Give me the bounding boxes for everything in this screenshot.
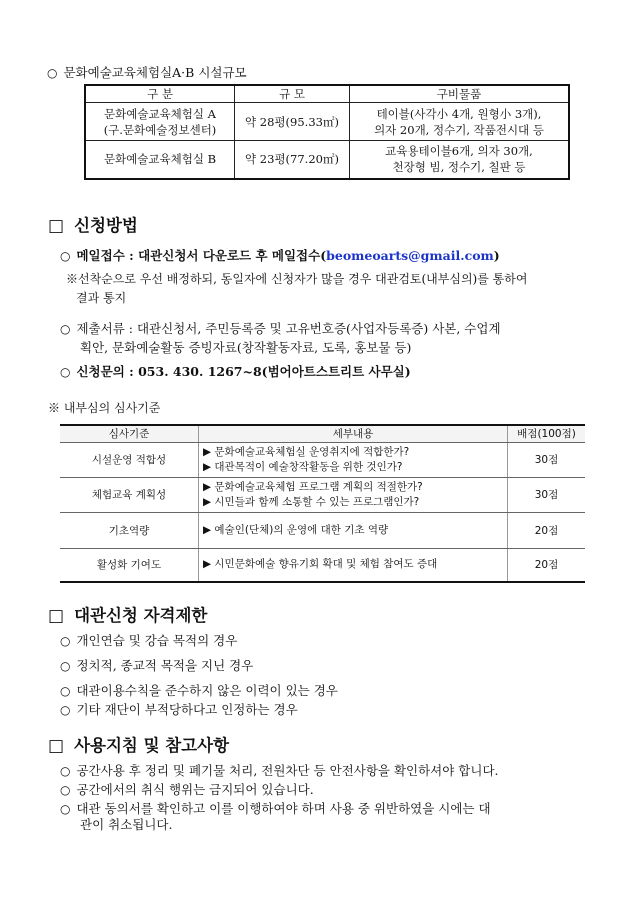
review-score: 20점: [508, 512, 586, 548]
facility-header-category: 구 분: [85, 85, 235, 103]
guide-item: ○ 공간사용 후 정리 및 폐기물 처리, 전원차단 등 안전사항을 확인하셔야 합니다.: [60, 763, 499, 778]
review-criterion: 시설운영 적합성: [60, 442, 199, 477]
review-detail: ▶ 시민문화예술 향유기회 확대 및 체험 참여도 증대: [199, 548, 508, 582]
review-criterion: 기초역량: [60, 512, 199, 548]
circle-bullet-icon: ○: [47, 66, 58, 80]
restriction-section-title: □ 대관신청 자격제한: [48, 606, 208, 626]
review-score: 20점: [508, 548, 586, 582]
review-header-detail: 세부내용: [199, 425, 508, 442]
table-row: [60, 442, 585, 477]
circle-bullet-icon: ○: [60, 365, 71, 379]
guide-item-continued: 관이 취소됩니다.: [80, 817, 173, 832]
review-detail: ▶ 문화예술교육체험실 운영취지에 적합한가? ▶ 대관목적이 예술창작활동을 위한 것인가?: [199, 442, 508, 477]
review-header-score: 배점(100점): [508, 425, 586, 442]
review-detail: ▶ 문화예술교육체험 프로그램 계획의 적절한가? ▶ 시민들과 함께 소통할 수 있는 프로그램인가?: [199, 477, 508, 512]
guide-item: ○ 공간에서의 취식 행위는 금지되어 있습니다.: [60, 782, 314, 797]
review-score: 30점: [508, 442, 586, 477]
circle-bullet-icon: ○: [60, 764, 71, 778]
circle-bullet-icon: ○: [60, 659, 71, 673]
apply-section-title: □ 신청방법: [48, 216, 138, 236]
table-row: [85, 141, 569, 179]
review-criterion: 활성화 기여도: [60, 548, 199, 582]
review-header-criterion: 심사기준: [60, 425, 199, 442]
circle-bullet-icon: ○: [60, 802, 71, 816]
restriction-item: ○ 기타 재단이 부적당하다고 인정하는 경우: [60, 702, 298, 717]
facility-items: 테이블(사각小 4개, 원형小 3개), 의자 20개, 정수기, 작품전시대 등: [350, 103, 570, 141]
apply-docs-line1: ○ 제출서류 : 대관신청서, 주민등록증 및 고유번호증(사업자등록증) 사본, 수업계: [60, 321, 501, 336]
facility-header-size: 규 모: [235, 85, 350, 103]
facility-header-items: 구비물품: [350, 85, 570, 103]
review-table: [60, 424, 585, 583]
square-bullet-icon: □: [48, 736, 65, 756]
table-row: [85, 103, 569, 141]
review-score: 30점: [508, 477, 586, 512]
apply-inquiry: ○ 신청문의 : 053. 430. 1267~8(범어아트스트리트 사무실): [60, 364, 411, 379]
guide-item: ○ 대관 동의서를 확인하고 이를 이행하여야 하며 사용 중 위반하였을 시에는 대: [60, 801, 491, 816]
facility-table: [84, 84, 570, 180]
restriction-item: ○ 대관이용수칙을 준수하지 않은 이력이 있는 경우: [60, 683, 338, 698]
facility-name: 문화예술교육체험실 A (구.문화예술정보센터): [85, 103, 235, 141]
review-criterion: 체험교육 계획성: [60, 477, 199, 512]
apply-note-line1: ※선착순으로 우선 배정하되, 동일자에 신청자가 많을 경우 대관검토(내부심의)를 통하여: [66, 272, 528, 286]
facility-items: 교육용테이블6개, 의자 30개, 천장형 빔, 정수기, 칠판 등: [350, 141, 570, 179]
apply-email-line: ○ 메일접수 : 대관신청서 다운로드 후 메일접수(beomeoarts@gmail.com): [60, 248, 500, 263]
restriction-item: ○ 정치적, 종교적 목적을 지닌 경우: [60, 658, 254, 673]
circle-bullet-icon: ○: [60, 703, 71, 717]
square-bullet-icon: □: [48, 606, 65, 626]
circle-bullet-icon: ○: [60, 322, 71, 336]
table-row: [60, 512, 585, 548]
review-detail: ▶ 예술인(단체)의 운영에 대한 기초 역량: [199, 512, 508, 548]
facility-size: 약 28평(95.33㎡): [235, 103, 350, 141]
square-bullet-icon: □: [48, 216, 65, 236]
apply-docs-line2: 획안, 문화예술활동 증빙자료(창작활동자료, 도록, 홍보물 등): [80, 340, 412, 355]
circle-bullet-icon: ○: [60, 249, 71, 263]
table-row: [60, 548, 585, 582]
circle-bullet-icon: ○: [60, 634, 71, 648]
facility-heading: ○ 문화예술교육체험실A·B 시설규모: [47, 65, 247, 80]
circle-bullet-icon: ○: [60, 684, 71, 698]
email-link[interactable]: beomeoarts@gmail.com: [326, 248, 494, 263]
restriction-item: ○ 개인연습 및 강습 목적의 경우: [60, 633, 238, 648]
table-row: [60, 477, 585, 512]
apply-note-line2: 결과 통지: [76, 291, 127, 305]
facility-size: 약 23평(77.20㎡): [235, 141, 350, 179]
review-heading: ※ 내부심의 심사기준: [48, 401, 161, 415]
facility-name: 문화예술교육체험실 B: [85, 141, 235, 179]
circle-bullet-icon: ○: [60, 783, 71, 797]
guide-section-title: □ 사용지침 및 참고사항: [48, 736, 230, 756]
